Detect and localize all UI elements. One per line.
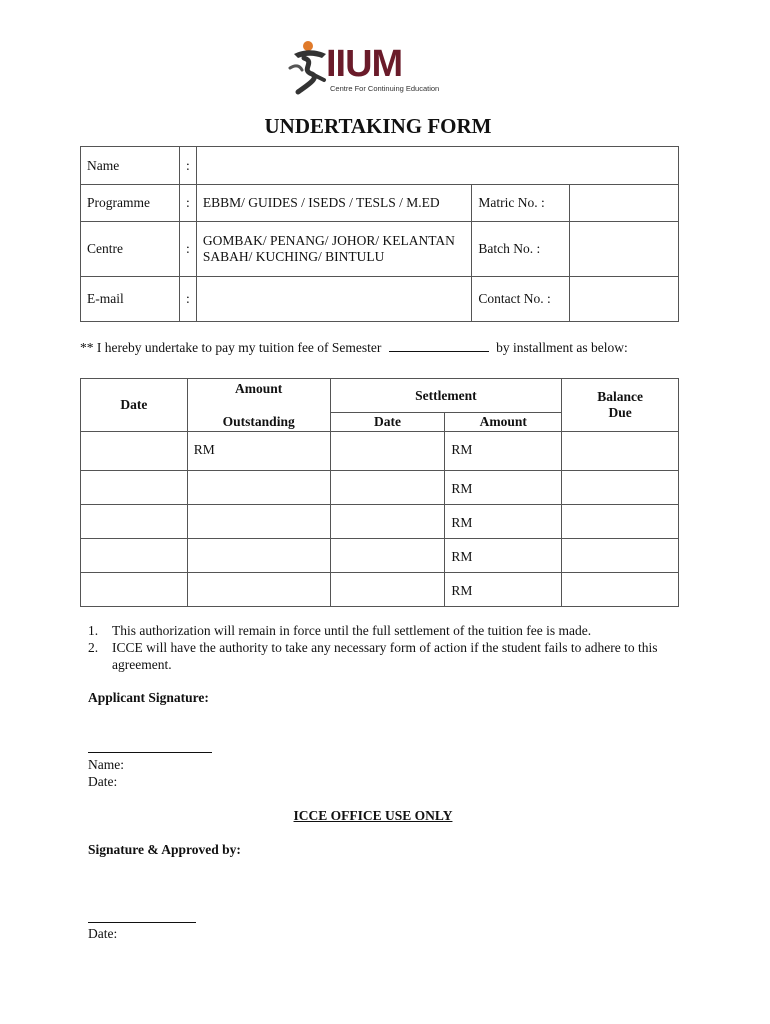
student-info-table <box>80 146 679 322</box>
outstanding-cell[interactable] <box>187 573 330 607</box>
contact-label: Contact No. : <box>472 277 570 322</box>
email-field[interactable] <box>196 277 471 322</box>
applicant-signature-label: Applicant Signature: <box>88 690 209 705</box>
outstanding-cell[interactable] <box>187 471 330 505</box>
date-cell[interactable] <box>81 471 188 505</box>
colon: : <box>179 147 196 185</box>
colon: : <box>179 185 196 222</box>
centre-options[interactable] <box>196 222 471 277</box>
form-title: UNDERTAKING FORM <box>264 114 492 138</box>
outstanding-cell[interactable] <box>187 505 330 539</box>
list-text: ICCE will have the authority to take any necessary form of action if the student fails to adhere to this agreement. <box>112 640 658 672</box>
semester-blank-field[interactable] <box>389 341 489 352</box>
colon: : <box>179 277 196 322</box>
logo-wordmark: IIUM <box>326 43 403 85</box>
installment-table <box>80 378 679 607</box>
centre-label: Centre <box>81 222 180 277</box>
settlement-amount-cell[interactable]: RM <box>445 471 562 505</box>
date-cell[interactable] <box>81 573 188 607</box>
iium-logo <box>286 40 446 102</box>
due-header-line: Due <box>608 405 632 420</box>
settlement-date-cell[interactable] <box>330 505 445 539</box>
programme-label: Programme <box>81 185 180 222</box>
logo-subtitle: Centre For Continuing Education <box>330 84 440 93</box>
name-label: Name <box>81 147 180 185</box>
settlement-amount-header: Amount <box>445 413 562 432</box>
settlement-amount-cell[interactable]: RM <box>445 432 562 471</box>
date-cell[interactable] <box>81 505 188 539</box>
name-field[interactable] <box>196 147 678 185</box>
balance-cell[interactable] <box>562 539 679 573</box>
settlement-date-cell[interactable] <box>330 539 445 573</box>
outstanding-header-line: Outstanding <box>222 414 295 429</box>
outstanding-cell[interactable]: RM <box>187 432 330 471</box>
office-use-title: ICCE OFFICE USE ONLY <box>293 808 453 823</box>
table-row <box>81 432 679 471</box>
programme-options[interactable]: EBBM/ GUIDES / ISEDS / TESLS / M.ED <box>196 185 471 222</box>
balance-due-header <box>562 379 679 432</box>
balance-cell[interactable] <box>562 471 679 505</box>
matric-field[interactable] <box>570 185 679 222</box>
balance-cell[interactable] <box>562 505 679 539</box>
balance-cell[interactable] <box>562 432 679 471</box>
amount-header-line: Amount <box>235 381 283 396</box>
date-cell[interactable] <box>81 539 188 573</box>
settlement-date-cell[interactable] <box>330 573 445 607</box>
applicant-name-label: Name: <box>88 757 124 772</box>
contact-field[interactable] <box>570 277 679 322</box>
amount-outstanding-header <box>187 379 330 432</box>
centre-options-line-2: SABAH/ KUCHING/ BINTULU <box>202 249 385 264</box>
centre-options-line-1: GOMBAK/ PENANG/ JOHOR/ KELANTAN <box>202 233 455 248</box>
settlement-amount-cell[interactable]: RM <box>445 505 562 539</box>
applicant-date-label: Date: <box>88 774 118 789</box>
terms-list <box>88 622 688 673</box>
approved-by-label: Signature & Approved by: <box>88 842 241 857</box>
batch-field[interactable] <box>570 222 679 277</box>
settlement-date-header: Date <box>330 413 445 432</box>
list-number: 2. <box>88 640 99 655</box>
matric-label: Matric No. : <box>472 185 570 222</box>
batch-label: Batch No. : <box>472 222 570 277</box>
list-text: This authorization will remain in force until the full settlement of the tuition fee is made. <box>112 623 592 638</box>
settlement-header: Settlement <box>330 379 562 413</box>
list-item <box>88 639 688 673</box>
balance-header-line: Balance <box>597 389 643 404</box>
office-date-label: Date: <box>88 926 118 941</box>
settlement-date-cell[interactable] <box>330 432 445 471</box>
list-number: 1. <box>88 623 99 638</box>
table-row <box>81 539 679 573</box>
table-row <box>81 573 679 607</box>
statement-after: by installment as below: <box>496 340 628 355</box>
colon: : <box>179 222 196 277</box>
settlement-date-cell[interactable] <box>330 471 445 505</box>
statement-before: ** I hereby undertake to pay my tuition fee of Semester <box>80 340 382 355</box>
table-row <box>81 471 679 505</box>
outstanding-cell[interactable] <box>187 539 330 573</box>
date-cell[interactable] <box>81 432 188 471</box>
settlement-amount-cell[interactable]: RM <box>445 573 562 607</box>
undertaking-statement <box>80 340 628 356</box>
list-item <box>88 622 688 639</box>
table-row <box>81 505 679 539</box>
approver-signature-line[interactable] <box>88 922 196 923</box>
date-header: Date <box>81 379 188 432</box>
settlement-amount-cell[interactable]: RM <box>445 539 562 573</box>
email-label: E-mail <box>81 277 180 322</box>
balance-cell[interactable] <box>562 573 679 607</box>
applicant-signature-line[interactable] <box>88 752 212 753</box>
